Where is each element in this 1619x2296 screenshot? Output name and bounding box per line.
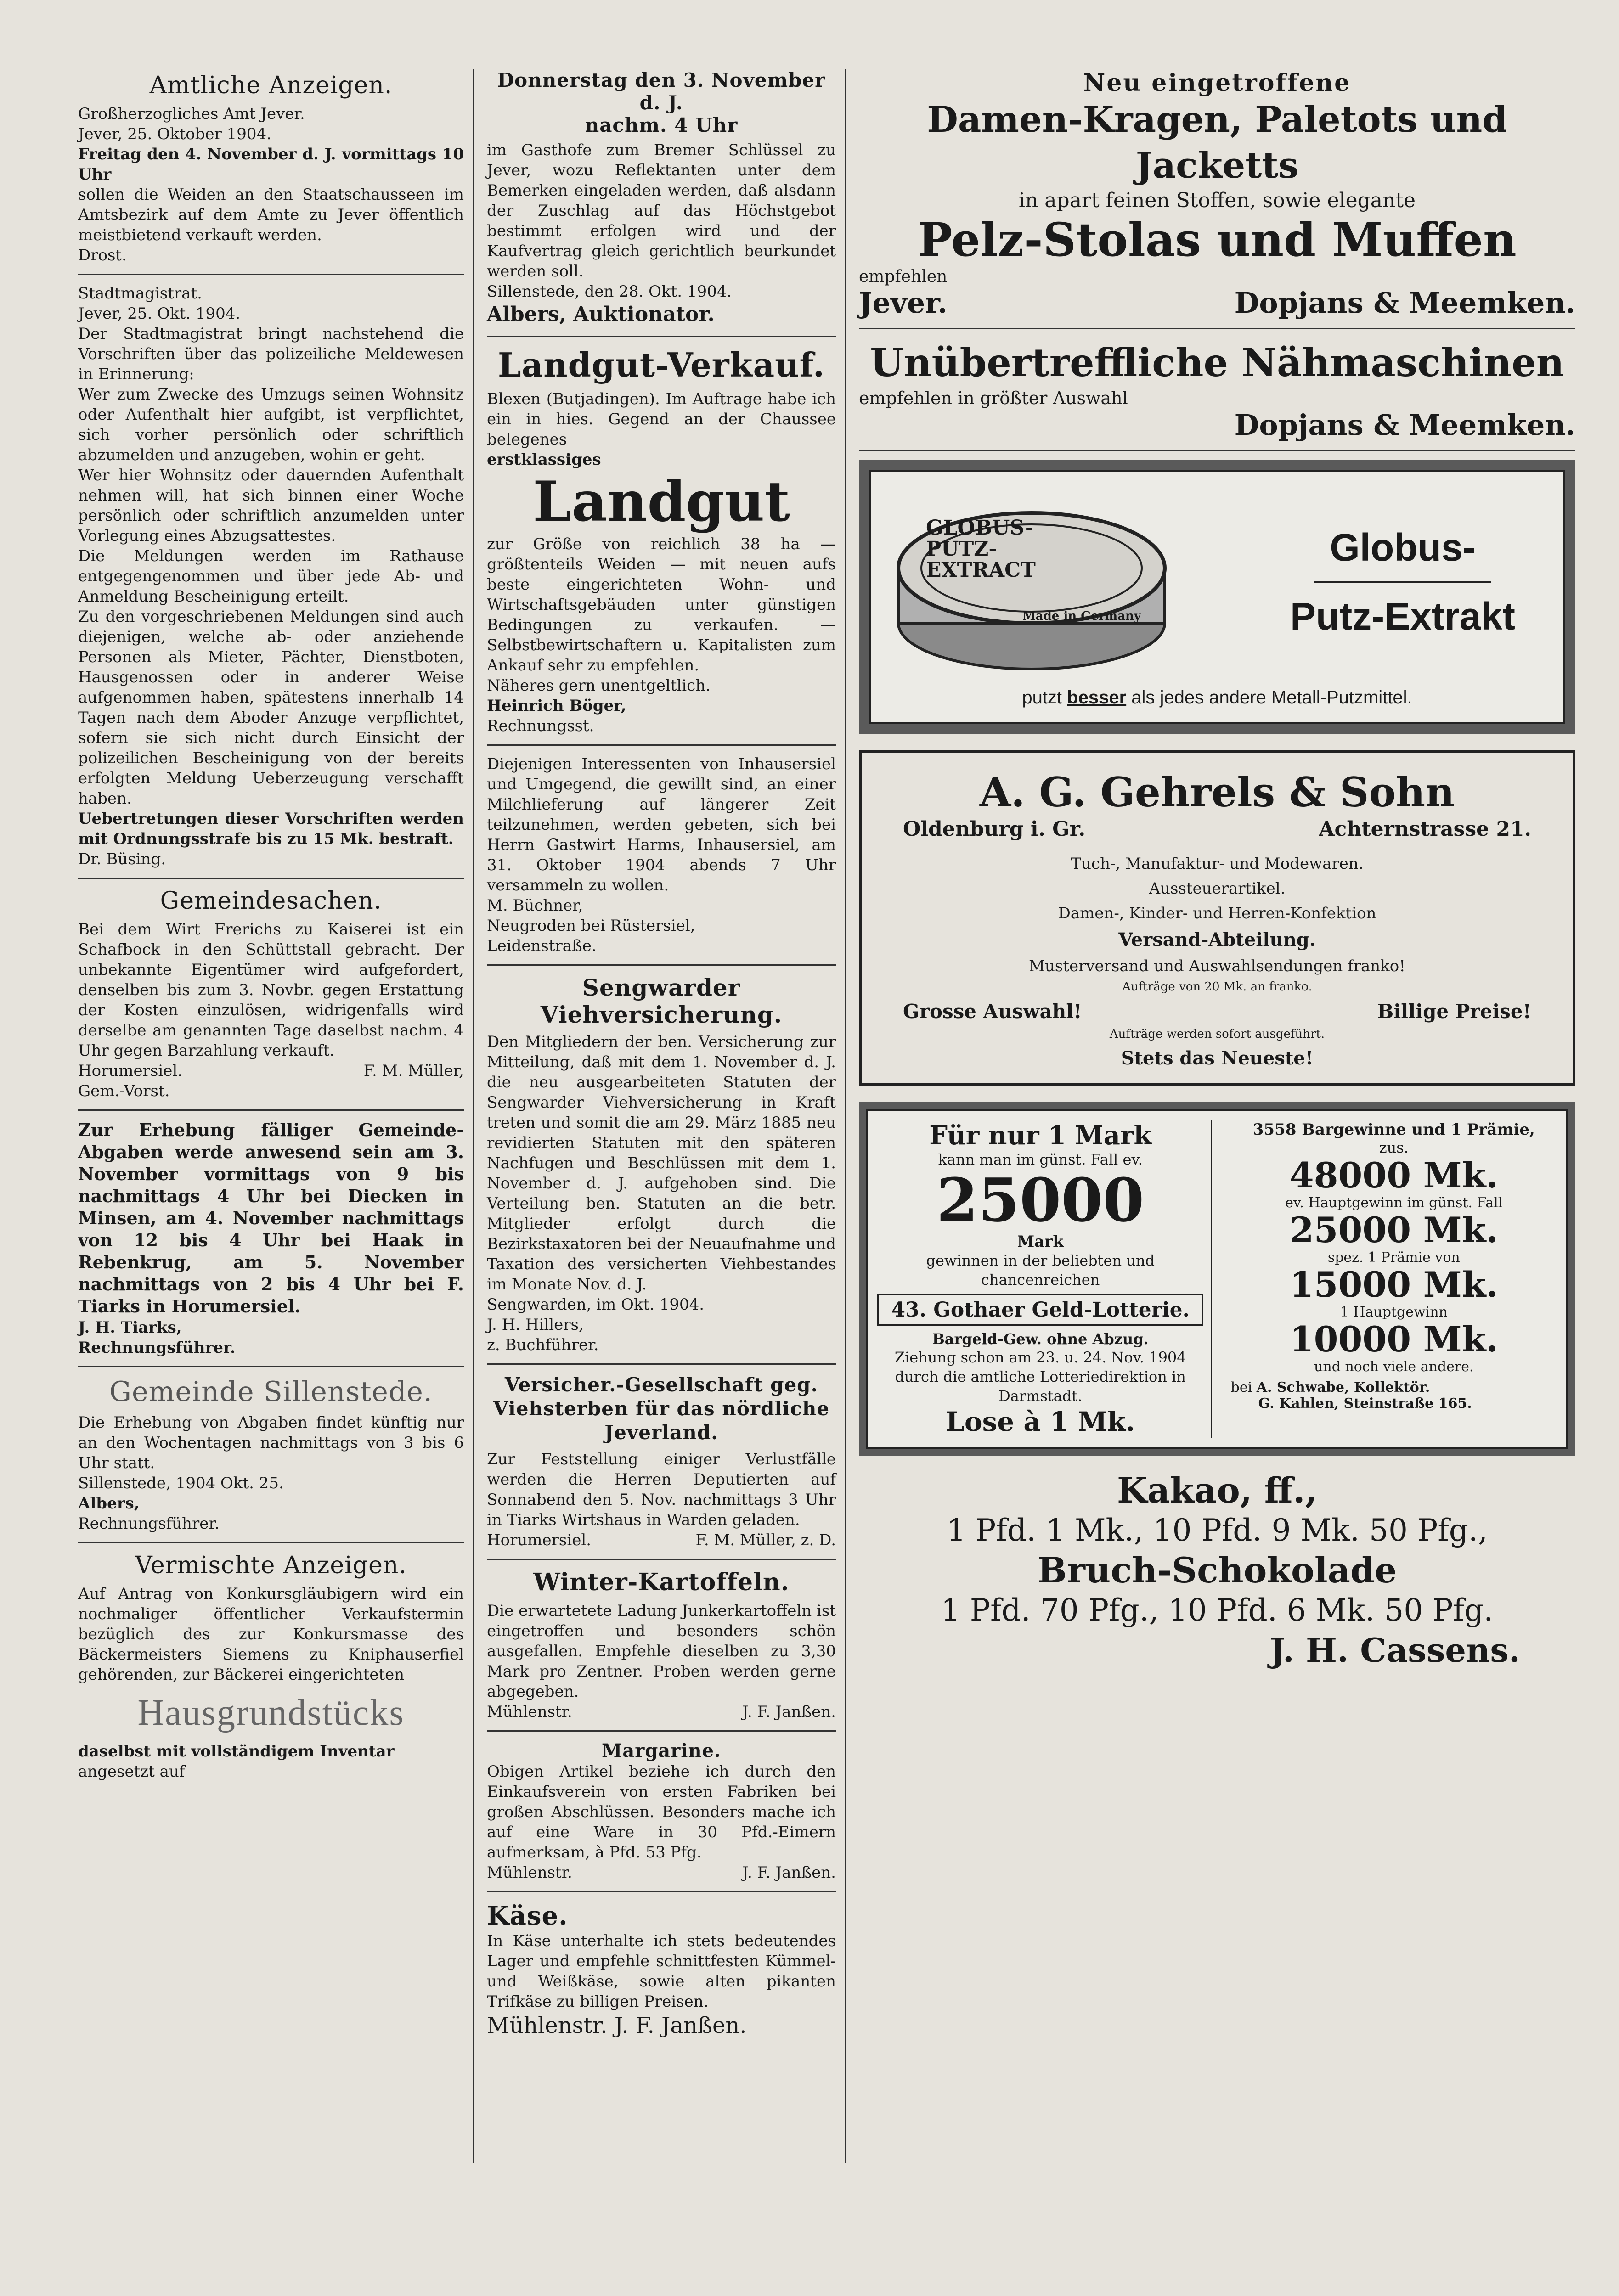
ad-big-title: 48000 Mk. bbox=[1289, 1155, 1498, 1196]
ad-text: in apart feinen Stoffen, sowie elegante bbox=[1018, 189, 1416, 212]
divider bbox=[78, 878, 464, 879]
column-rule bbox=[845, 69, 846, 2163]
ad-text: Ziehung schon am 23. u. 24. Nov. 1904 durch die amtliche Lotteriedirektion in Darmstadt. bbox=[894, 1349, 1186, 1405]
ad-signer: Mühlenstr. J. F. Janßen. bbox=[487, 2013, 747, 2038]
ad-big-title: Pelz-Stolas und Muffen bbox=[918, 213, 1517, 267]
ad-big-title: Putz-Extrakt bbox=[1290, 594, 1516, 638]
ad-big-title: Kakao, ff., bbox=[1117, 1470, 1318, 1511]
ad-signer: z. Buchführer. bbox=[487, 1336, 599, 1354]
ad-signer: G. Kahlen, Steinstraße 165. bbox=[1258, 1396, 1472, 1412]
ad-text: Bargeld-Gew. ohne Abzug. bbox=[932, 1330, 1149, 1348]
ad-text: Die erwartetete Ladung Junkerkartoffeln ist eingetroffen und besonders schön ausgefallen. Empfehle dieselben zu 3,30 Mark pro Zentner. Proben werden gerne abgegeben. bbox=[487, 1602, 836, 1701]
column-rule bbox=[473, 69, 474, 2163]
ad-heading: Sengwarder bbox=[582, 974, 741, 1001]
ad-signer: Leidenstraße. bbox=[487, 937, 597, 955]
ad-text: Zu den vorgeschriebenen Meldungen sind auch diejenigen, welche ab- oder anziehende Personen als Mieter, Pächter, Dienstboten, Hausgenossen oder in anderer Weise aufgenommen haben, spätestens innerhalb 14 Tagen nach dem Aboder Anzuge verpflichtet, sofern sie sich nicht durch Einsicht der polizeilichen Bescheinigung von der bereits erfolgten Meldung Ueberzeugung verschafft haben. bbox=[78, 608, 464, 808]
globus-title bbox=[1256, 525, 1550, 639]
section-heading: Gemeindesachen. bbox=[160, 887, 382, 915]
ad-text: Für nur 1 Mark bbox=[929, 1120, 1152, 1151]
divider bbox=[78, 1366, 464, 1367]
ad-text: Bei dem Wirt Frerichs zu Kaiserei ist ein Schafbock in den Schüttstall gebracht. Der unbekannte Eigentümer wird aufgefordert, denselben bis zum 3. Novbr. gegen Erstattung der Kosten einzulösen, widrigenfalls wird derselbe am genannten Tage daselbst nachm. 4 Uhr gegen Barzahlung verkauft. bbox=[78, 920, 464, 1060]
ad-signer: F. M. Müller, bbox=[363, 1062, 464, 1080]
ad-text: In Käse unterhalte ich stets bedeutendes Lager und empfehle schnittfesten Kümmel- und Weißkäse, sowie alten pikanten Trifkäse zu billigen Preisen. bbox=[487, 1932, 836, 2011]
divider bbox=[487, 1363, 836, 1365]
lotterie-inner bbox=[866, 1109, 1568, 1449]
ad-text: Der Stadtmagistrat bringt nachstehend die Vorschriften über das polizeiliche Meldewesen in Erinnerung: bbox=[78, 325, 464, 383]
divider bbox=[487, 744, 836, 746]
column-3 bbox=[859, 69, 1575, 1671]
ad-text: kann man im günst. Fall ev. bbox=[938, 1151, 1143, 1168]
tagline-text: besser bbox=[1067, 687, 1127, 708]
ad-org: Stadtmagistrat. bbox=[78, 284, 202, 303]
ad-signer: Albers, bbox=[78, 1494, 140, 1513]
ad-place: Oldenburg i. Gr. bbox=[903, 817, 1086, 841]
ad-big-title: Damen-Kragen, Paletots und Jacketts bbox=[927, 99, 1507, 186]
ad-place: Jever. bbox=[859, 286, 948, 320]
ad-text: sollen die Weiden an den Staatschausseen im Amtsbezirk auf dem Amte zu Jever öffentlich meistbietend verkauft werden. bbox=[78, 186, 464, 244]
ad-text: Obigen Artikel beziehe ich durch den Einkaufsverein von ersten Fabriken bei großen Abschlüssen. Besonders mache ich auf eine Ware in 30 Pfd.-Eimern aufmerksam, à Pfd. 53 Pfg. bbox=[487, 1762, 836, 1862]
ad-org: Großherzogliches Amt Jever. bbox=[78, 105, 305, 123]
ad-text: Aussteuerartikel. bbox=[1149, 879, 1286, 898]
ad-place: Horumersiel. bbox=[78, 1062, 183, 1080]
column-2 bbox=[487, 69, 836, 2039]
divider bbox=[859, 450, 1575, 451]
ad-text: Mark bbox=[1017, 1232, 1064, 1251]
ad-text: 1 Pfd. 1 Mk., 10 Pfd. 9 Mk. 50 Pfg., bbox=[946, 1513, 1488, 1548]
divider bbox=[487, 964, 836, 966]
tin-made: Made in Germany bbox=[1022, 609, 1141, 623]
section-heading: Amtliche Anzeigen. bbox=[149, 72, 393, 99]
ad-text: 3558 Bargewinne und 1 Prämie, bbox=[1252, 1120, 1535, 1139]
ad-heading: Käse. bbox=[487, 1901, 568, 1931]
divider bbox=[78, 1542, 464, 1543]
ad-text: gewinnen in der beliebten und chancenreichen bbox=[926, 1252, 1155, 1289]
divider bbox=[859, 328, 1575, 329]
ad-text: Aufträge von 20 Mk. an franko. bbox=[1122, 980, 1312, 994]
ad-text: zur Größe von reichlich 38 ha — größtenteils Weiden — mit neuen aufs beste eingerichteten Wohn- und Wirtschaftsgebäuden unter günstigen Bedingungen zu verkaufen. — Selbstbewirtschaftern u. Kapitalisten zum Ankauf sehr zu empfehlen. bbox=[487, 535, 836, 675]
ad-big-title: A. G. Gehrels & Sohn bbox=[979, 768, 1455, 816]
ad-heading: Viehversicherung. bbox=[540, 1001, 783, 1028]
ad-signer: Dopjans & Meemken. bbox=[1234, 408, 1575, 442]
column-1 bbox=[78, 69, 464, 1782]
divider bbox=[487, 1559, 836, 1560]
ad-text: ev. Hauptgewinn im günst. Fall bbox=[1285, 1195, 1503, 1211]
ad-text: zus. bbox=[1379, 1139, 1409, 1156]
divider bbox=[487, 1730, 836, 1732]
ad-text: Tuch-, Manufaktur- und Modewaren. bbox=[1071, 855, 1364, 873]
ad-text: Stets das Neueste! bbox=[1121, 1047, 1314, 1069]
ad-place: Mühlenstr. bbox=[487, 1703, 572, 1721]
ad-signer: Albers, Auktionator. bbox=[487, 303, 715, 326]
ad-text: Wer hier Wohnsitz oder dauernden Aufenthalt nehmen will, hat sich binnen einer Woche persönlich oder schriftlich anzumelden unter Vorlegung eines Abzugsattestes. bbox=[78, 466, 464, 545]
tagline-text: als jedes andere Metall-Putzmittel. bbox=[1131, 687, 1412, 708]
ad-text: Zur Feststellung einiger Verlustfälle werden die Herren Deputierten auf Sonnabend den 5. Nov. nachmittags 3 Uhr in Tiarks Wirtshaus in Warden geladen. bbox=[487, 1450, 836, 1529]
ad-signer: Heinrich Böger, bbox=[487, 697, 626, 715]
ad-bold: Zur Erhebung fälliger Gemeinde-Abgaben werde anwesend sein am 3. November vormittags von 9 bis nachmittags 4 Uhr bei Diecken in Minsen, am 4. November nachmittags von 12 bis 4 Uhr bei Haak in Rebenkrug, am 5. November nachmittags von 2 bis 4 Uhr bei F. Tiarks in Horumersiel. bbox=[78, 1120, 464, 1317]
ad-signer: Dopjans & Meemken. bbox=[1234, 286, 1575, 320]
newspaper-page bbox=[51, 69, 1580, 2296]
ad-text: Auf Antrag von Konkursgläubigern wird ein nochmaliger öffentlicher Verkaufstermin bezüglich des zur Konkursmasse des Bäckermeisters Siemens zu Kniphauserfiel gehörenden, zur Bäckerei eingerichteten bbox=[78, 1585, 464, 1684]
ad-heading: Margarine. bbox=[602, 1740, 721, 1761]
ad-bold: Freitag den 4. November d. J. vormittags 10 Uhr bbox=[78, 145, 464, 184]
ad-signer: Drost. bbox=[78, 246, 127, 264]
ad-signer: F. M. Müller, z. D. bbox=[695, 1531, 836, 1549]
ad-text: Die Erhebung von Abgaben findet künftig nur an den Wochentagen nachmittags von 3 bis 6 Uhr statt. bbox=[78, 1413, 464, 1472]
ad-signer: Rechnungsführer. bbox=[78, 1339, 236, 1357]
ad-date: Jever, 25. Oktober 1904. bbox=[78, 125, 271, 143]
ad-text: erstklassiges bbox=[487, 450, 601, 469]
lotterie-ad bbox=[859, 1102, 1575, 1456]
ad-text: Näheres gern unentgeltlich. bbox=[487, 676, 711, 695]
ad-date: Sengwarden, im Okt. 1904. bbox=[487, 1295, 705, 1314]
ad-heading: Versicher.-Gesellschaft geg. Viehsterben für das nördliche Jeverland. bbox=[493, 1373, 830, 1444]
ad-big-title: 15000 Mk. bbox=[1289, 1264, 1498, 1305]
ad-text: empfehlen in größter Auswahl bbox=[859, 388, 1128, 408]
ad-signer: A. Schwabe, Kollektör. bbox=[1256, 1379, 1430, 1396]
ad-date: Jever, 25. Okt. 1904. bbox=[78, 304, 241, 323]
ad-text: 1 Hauptgewinn bbox=[1340, 1304, 1448, 1320]
ad-text: und noch viele andere. bbox=[1314, 1359, 1474, 1375]
lotterie-left bbox=[877, 1120, 1212, 1438]
ad-text: 43. Gothaer Geld-Lotterie. bbox=[877, 1294, 1203, 1326]
ad-text: angesetzt auf bbox=[78, 1762, 185, 1781]
ad-big-title: Globus- bbox=[1330, 525, 1476, 569]
globus-ad-inner bbox=[869, 470, 1565, 724]
gehrels-ad bbox=[859, 750, 1575, 1086]
ad-date: Sillenstede, 1904 Okt. 25. bbox=[78, 1474, 284, 1492]
ad-signer: Gem.-Vorst. bbox=[78, 1082, 170, 1100]
ad-heading: Landgut-Verkauf. bbox=[498, 345, 825, 384]
globus-tagline bbox=[885, 687, 1550, 708]
ad-text: Den Mitgliedern der ben. Versicherung zur Mitteilung, daß mit dem 1. November d. J. die neu ausgearbeiteten Statuten der Sengwarder Viehversicherung in Kraft treten und somit die am 29. März 1885 neu revidierten Statuten mit den späteren Nachfugen und Beschlüssen mit dem 1. November d. J. aufgehoben sind. Die Verteilung ben. Statuten an die betr. Mitglieder erfolgt durch die Bezirkstaxatoren bei der Neuaufnahme und Taxation des versicherten Viehbestandes im Monate Nov. d. J. bbox=[487, 1033, 836, 1294]
kakao-ad bbox=[859, 1470, 1575, 1671]
divider bbox=[487, 1891, 836, 1892]
ad-text: Aufträge werden sofort ausgeführt. bbox=[1109, 1027, 1325, 1041]
tin-text: EXTRACT bbox=[926, 558, 1036, 582]
section-heading: Gemeinde Sillenstede. bbox=[109, 1376, 433, 1408]
divider bbox=[78, 274, 464, 275]
tin-text: PUTZ- bbox=[926, 537, 997, 561]
ad-signer: Rechnungsst. bbox=[487, 717, 594, 735]
ad-text: Lose à 1 Mk. bbox=[946, 1406, 1135, 1437]
ad-text: Billige Preise! bbox=[1377, 1000, 1531, 1023]
ad-signer: Neugroden bei Rüstersiel, bbox=[487, 917, 695, 935]
ad-signer: J. F. Janßen. bbox=[742, 1703, 836, 1721]
ad-big-title: Hausgrundstücks bbox=[137, 1693, 405, 1733]
ad-date: Sillenstede, den 28. Okt. 1904. bbox=[487, 282, 732, 301]
ad-text: 1 Pfd. 70 Pfg., 10 Pfd. 6 Mk. 50 Pfg. bbox=[941, 1593, 1494, 1628]
ad-signer: J. H. Cassens. bbox=[1269, 1631, 1520, 1670]
ad-big-title: 25000 bbox=[936, 1165, 1145, 1235]
ad-text: Blexen (Butjadingen). Im Auftrage habe ich ein in hies. Gegend an der Chaussee belegenes bbox=[487, 390, 836, 449]
ad-bold: Uebertretungen dieser Vorschriften werden mit Ordnungsstrafe bis zu 15 Mk. bestraft. bbox=[78, 810, 464, 848]
tin-label bbox=[926, 518, 1036, 581]
ad-text: Diejenigen Interessenten von Inhausersiel und Umgegend, die gewillt sind, an einer Milchlieferung auf längerer Zeit teilzunehmen, werden gebeten, sich bei Herrn Gastwirt Harms, Inhausersiel, am 31. Oktober 1904 abends 7 Uhr versammeln zu wollen. bbox=[487, 755, 836, 895]
ad-signer: J. H. Tiarks, bbox=[78, 1318, 182, 1337]
ad-place: Horumersiel. bbox=[487, 1531, 592, 1549]
ad-signer: Dr. Büsing. bbox=[78, 850, 166, 868]
tin-text: GLOBUS- bbox=[926, 516, 1034, 540]
section-heading: Vermischte Anzeigen. bbox=[135, 1552, 407, 1579]
ad-big-title: Bruch-Schokolade bbox=[1037, 1550, 1397, 1591]
ad-text: Versand-Abteilung. bbox=[1118, 929, 1316, 951]
ad-text: daselbst mit vollständigem Inventar bbox=[78, 1742, 395, 1761]
ad-text: Die Meldungen werden im Rathause entgegengenommen und über jede Ab- und Anmeldung Bescheinigung erteilt. bbox=[78, 547, 464, 606]
ad-signer: J. F. Janßen. bbox=[742, 1863, 836, 1882]
ad-big-title: Landgut bbox=[533, 469, 790, 534]
ad-text: spez. 1 Prämie von bbox=[1327, 1249, 1460, 1266]
lotterie-sellers bbox=[1231, 1379, 1557, 1412]
globus-ad bbox=[859, 460, 1575, 734]
ad-text: Grosse Auswahl! bbox=[903, 1000, 1082, 1023]
ad-big-title: Unübertreffliche Nähmaschinen bbox=[870, 340, 1564, 385]
ad-text: Wer zum Zwecke des Umzugs seinen Wohnsitz oder Aufenthalt hier aufgibt, ist verpflichtet, sich vorher persönlich oder schriftlich abzumelden und anzugeben, wohin er geht. bbox=[78, 385, 464, 464]
ad-heading: Neu eingetroffene bbox=[1083, 69, 1351, 97]
ad-text: im Gasthofe zum Bremer Schlüssel zu Jever, wozu Reflektanten unter dem Bemerken eingeladen werden, daß alsdann der Zuschlag auf das Höchstgebot bestimmt erfolgen wird und der Kaufvertrag gleich gerichtlich beurkundet werden soll. bbox=[487, 141, 836, 281]
lotterie-right bbox=[1231, 1120, 1557, 1438]
ad-text: bei bbox=[1230, 1379, 1252, 1396]
ad-signer: M. Büchner, bbox=[487, 896, 583, 915]
tin-icon bbox=[885, 485, 1179, 678]
ad-text: Musterversand und Auswahlsendungen franko! bbox=[1029, 957, 1405, 975]
ad-place: Mühlenstr. bbox=[487, 1863, 572, 1882]
ad-text: empfehlen bbox=[859, 267, 948, 286]
divider bbox=[487, 336, 836, 337]
divider bbox=[78, 1109, 464, 1111]
ad-heading: Donnerstag den 3. November d. J. bbox=[497, 69, 826, 114]
divider bbox=[1314, 581, 1491, 583]
globus-tin bbox=[885, 485, 1179, 678]
ad-signer: J. H. Hillers, bbox=[487, 1316, 584, 1334]
tagline-text: putzt bbox=[1022, 687, 1062, 708]
ad-big-title: 25000 Mk. bbox=[1289, 1210, 1498, 1250]
ad-big-title: 10000 Mk. bbox=[1289, 1319, 1498, 1360]
ad-text: Damen-, Kinder- und Herren-Konfektion bbox=[1058, 904, 1376, 923]
ad-place: Achternstrasse 21. bbox=[1319, 817, 1531, 841]
ad-heading: nachm. 4 Uhr bbox=[585, 114, 738, 136]
ad-signer: Rechnungsführer. bbox=[78, 1514, 220, 1533]
ad-heading: Winter-Kartoffeln. bbox=[533, 1568, 790, 1596]
